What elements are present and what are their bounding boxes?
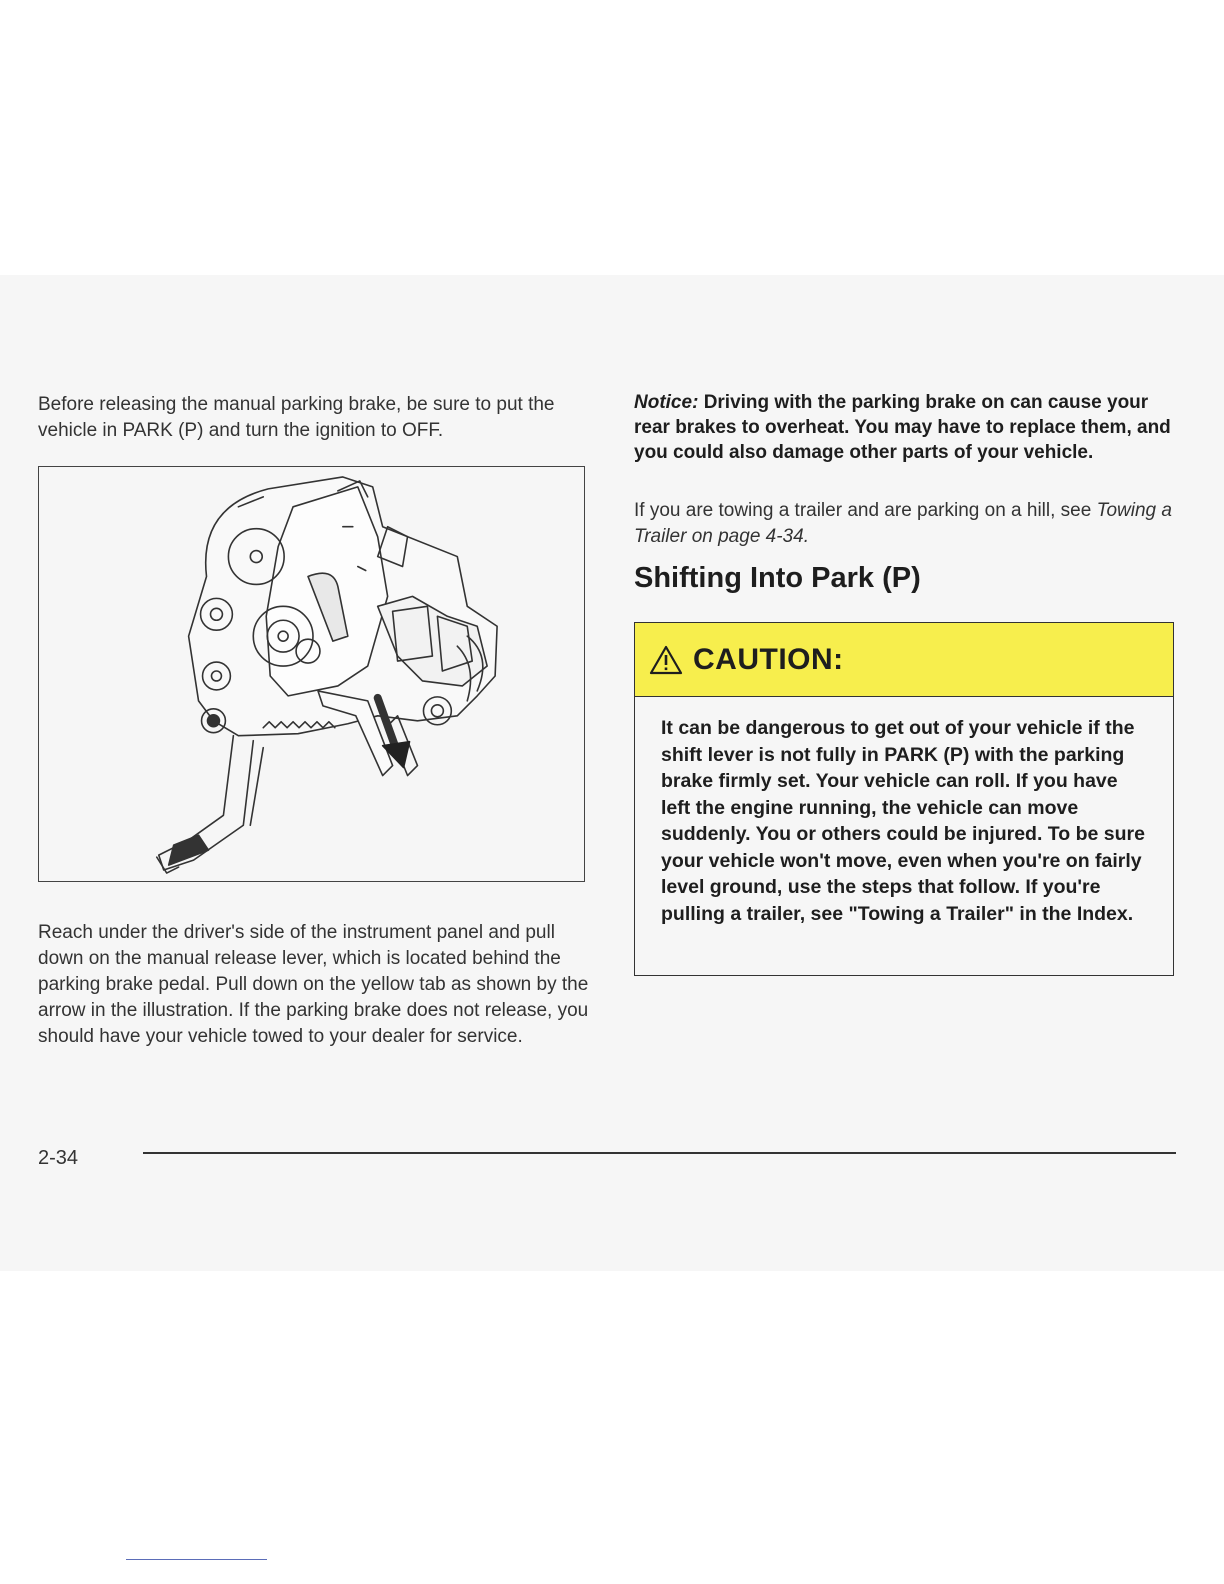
towing-text: If you are towing a trailer and are parking on a hill, see — [634, 500, 1092, 521]
caution-header — [635, 623, 1173, 697]
parking-brake-illustration — [38, 466, 585, 882]
intro-paragraph: Before releasing the manual parking brake, be sure to put the vehicle in PARK (P) and turn the ignition to OFF. — [38, 394, 555, 441]
caution-box — [634, 622, 1174, 976]
towing-paragraph — [634, 498, 1174, 550]
page-number: 2-34 — [38, 1147, 79, 1169]
warning-triangle-icon — [649, 645, 683, 675]
release-instructions: Reach under the driver's side of the instrument panel and pull down on the manual release lever, which is located behind the parking brake pedal. Pull down on the yellow tab as shown by the arrow in the illustration. If the parking brake does not release, you should have your vehicle towed to your dealer for service. — [38, 922, 589, 1047]
towing-reference: Towing a Trailer on page 4-34. — [634, 500, 1172, 547]
notice-label: Notice: — [634, 392, 699, 413]
section-heading: Shifting Into Park (P) — [634, 562, 921, 594]
notice-text: Driving with the parking brake on can cause your rear brakes to overheat. You may have to replace them, and you could also damage other parts of your vehicle. — [634, 392, 1171, 463]
caution-title: CAUTION: — [693, 642, 844, 676]
caution-text: It can be dangerous to get out of your vehicle if the shift lever is not fully in PARK (P) with the parking brake firmly set. Your vehicle can roll. If you have left the engine running, the vehicle can move suddenly. You or others could be injured. To be sure your vehicle won't move, even when you're on fairly level ground, use the steps that follow. If you're pulling a trailer, see "Towing a Trailer" in the Index. — [661, 717, 1145, 925]
notice-paragraph — [634, 390, 1174, 465]
footer-rule — [143, 1152, 1176, 1154]
bottom-link-underline — [126, 1559, 267, 1560]
